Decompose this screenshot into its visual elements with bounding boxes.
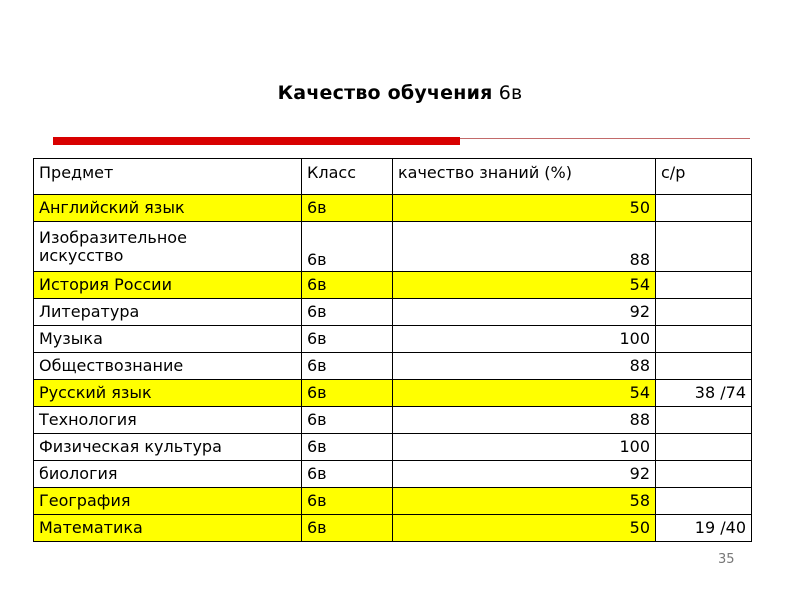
table-row [34, 461, 752, 488]
table-row [34, 515, 752, 542]
slide-title [0, 82, 800, 104]
cell-quality: 92 [393, 299, 656, 326]
table-row [34, 434, 752, 461]
table-row [34, 195, 752, 222]
cell-sr [656, 222, 752, 272]
cell-class: 6в [302, 461, 393, 488]
cell-subject: Литература [34, 299, 302, 326]
cell-quality: 100 [393, 326, 656, 353]
cell-sr [656, 461, 752, 488]
cell-class: 6в [302, 407, 393, 434]
cell-class: 6в [302, 380, 393, 407]
cell-sr [656, 299, 752, 326]
cell-subject-line1: Изобразительное [39, 228, 187, 247]
quality-table [33, 158, 752, 542]
cell-sr [656, 434, 752, 461]
cell-sr [656, 272, 752, 299]
table-row [34, 299, 752, 326]
header-quality: качество знаний (%) [393, 159, 656, 195]
cell-subject: Русский язык [34, 380, 302, 407]
table-row [34, 407, 752, 434]
cell-quality: 54 [393, 380, 656, 407]
cell-class: 6в [302, 434, 393, 461]
cell-subject: Технология [34, 407, 302, 434]
page-number: 35 [718, 552, 735, 567]
cell-class: 6в [302, 222, 393, 272]
cell-quality: 100 [393, 434, 656, 461]
cell-quality: 50 [393, 195, 656, 222]
cell-quality: 54 [393, 272, 656, 299]
cell-subject: Физическая культура [34, 434, 302, 461]
cell-quality: 58 [393, 488, 656, 515]
cell-sr [656, 407, 752, 434]
title-accent-bar [53, 137, 460, 145]
table-row [34, 488, 752, 515]
cell-quality: 92 [393, 461, 656, 488]
cell-class: 6в [302, 195, 393, 222]
table-row [34, 272, 752, 299]
cell-subject: биология [34, 461, 302, 488]
table-row [34, 326, 752, 353]
cell-quality: 88 [393, 353, 656, 380]
cell-subject: Музыка [34, 326, 302, 353]
table-header-row [34, 159, 752, 195]
cell-class: 6в [302, 515, 393, 542]
cell-sr [656, 326, 752, 353]
header-class: Класс [302, 159, 393, 195]
cell-subject: Английский язык [34, 195, 302, 222]
cell-subject [34, 222, 302, 272]
table-row [34, 353, 752, 380]
cell-class: 6в [302, 488, 393, 515]
cell-subject: Обществознание [34, 353, 302, 380]
cell-sr [656, 488, 752, 515]
header-sr: с/р [656, 159, 752, 195]
slide-title-bold: Качество обучения [277, 82, 493, 104]
title-divider-line [460, 138, 750, 139]
table-row [34, 380, 752, 407]
cell-quality: 88 [393, 222, 656, 272]
cell-subject-line2: искусство [39, 246, 124, 265]
cell-class: 6в [302, 326, 393, 353]
header-subject: Предмет [34, 159, 302, 195]
cell-quality: 50 [393, 515, 656, 542]
slide-title-class: 6в [492, 82, 523, 104]
table-row [34, 222, 752, 272]
cell-subject: Математика [34, 515, 302, 542]
cell-sr [656, 353, 752, 380]
cell-class: 6в [302, 353, 393, 380]
cell-subject: География [34, 488, 302, 515]
cell-quality: 88 [393, 407, 656, 434]
cell-sr [656, 195, 752, 222]
cell-sr: 19 /40 [656, 515, 752, 542]
cell-sr: 38 /74 [656, 380, 752, 407]
cell-class: 6в [302, 272, 393, 299]
cell-class: 6в [302, 299, 393, 326]
cell-subject: История России [34, 272, 302, 299]
